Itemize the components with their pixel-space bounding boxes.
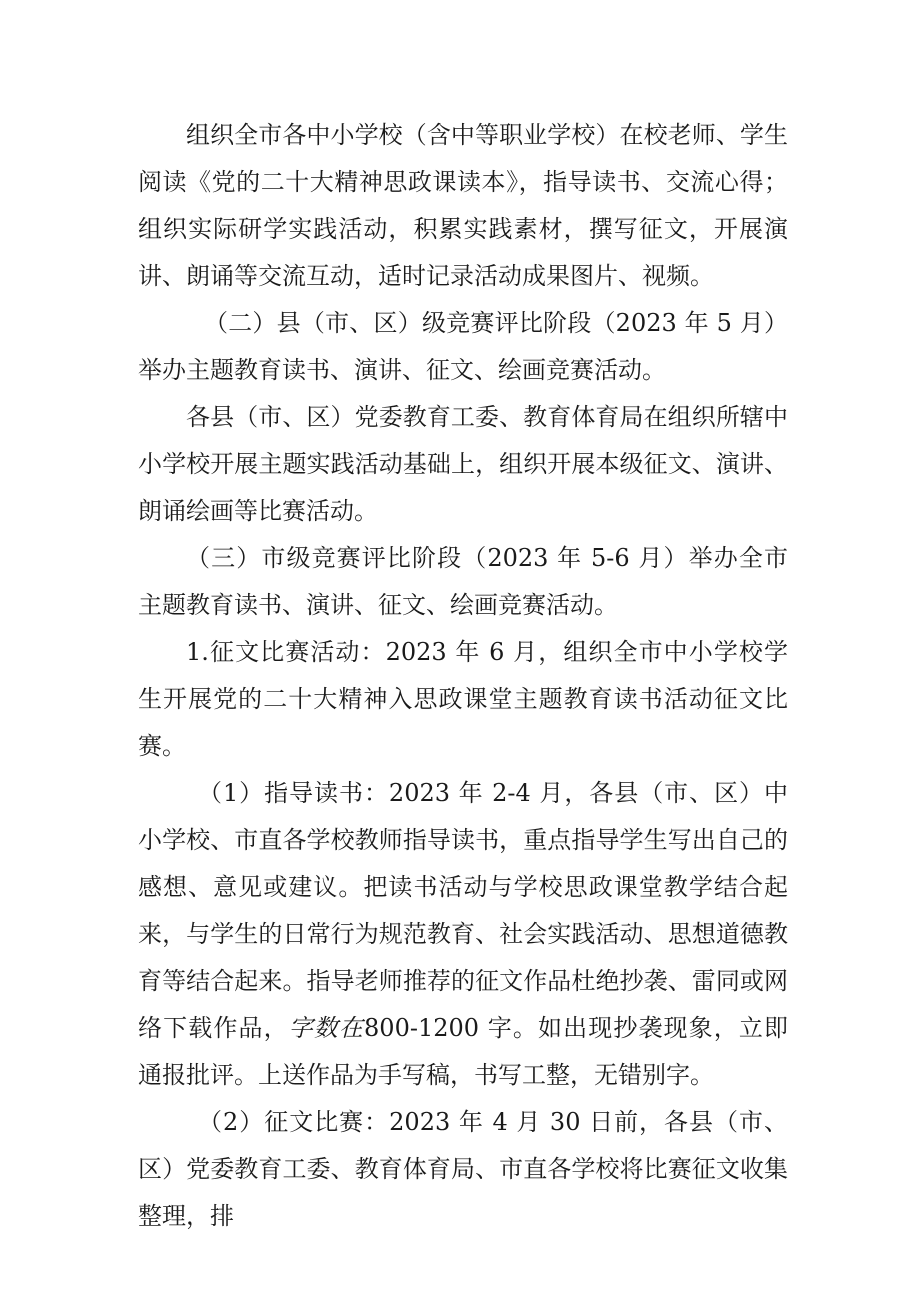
paragraph-county-stage-body: 各县（市、区）党委教育工委、教育体育局在组织所辖中小学校开展主题实践活动基础上，组织开展本级征文、演讲、朗诵绘画等比赛活动。 xyxy=(138,403,788,525)
guided-reading-text-end: 800-1200 字。如出现抄袭现象，立即通报批评。上送作品为手写稿，书写工整，无错别字。 xyxy=(138,1014,789,1089)
paragraph-essay-contest: 1.征文比赛活动：2023 年 6 月，组织全市中小学校学生开展党的二十大精神入思政课堂主题教育读书活动征文比赛。 xyxy=(138,638,788,760)
paragraph-essay-competition: （2）征文比赛：2023 年 4 月 30 日前，各县（市、区）党委教育工委、教育体育局、市直各学校将比赛征文收集整理，排 xyxy=(138,1108,788,1230)
paragraph-county-stage-heading: （二）县（市、区）级竞赛评比阶段（2023 年 5 月）举办主题教育读书、演讲、征文、绘画竞赛活动。 xyxy=(138,309,788,384)
paragraph-reading-activities: 组织全市各中小学校（含中等职业学校）在校老师、学生阅读《党的二十大精神思政课读本》，指导读书、交流心得；组织实际研学实践活动，积累实践素材，撰写征文，开展演讲、朗诵等交流互动，适时记录活动成果图片、视频。 xyxy=(138,121,788,290)
guided-reading-text: （1）指导读书：2023 年 2-4 月，各县（市、区）中小学校、市直各学校教师指导读书，重点指导学生写出自己的感想、意见或建议。把读书活动与学校思政课堂教学结合起来，与学生的日常行为规范教育、社会实践活动、思想道德教育等结合起来。指导老师推荐的征文作品杜绝抄袭、雷同或网络下载作品， xyxy=(138,779,788,1042)
paragraph-city-stage-heading: （三）市级竞赛评比阶段（2023 年 5-6 月）举办全市主题教育读书、演讲、征文、绘画竞赛活动。 xyxy=(138,544,788,619)
document-body xyxy=(138,112,788,1240)
paragraph-guided-reading xyxy=(138,770,788,1099)
word-count-italic-text: 字数在 xyxy=(288,1014,365,1042)
